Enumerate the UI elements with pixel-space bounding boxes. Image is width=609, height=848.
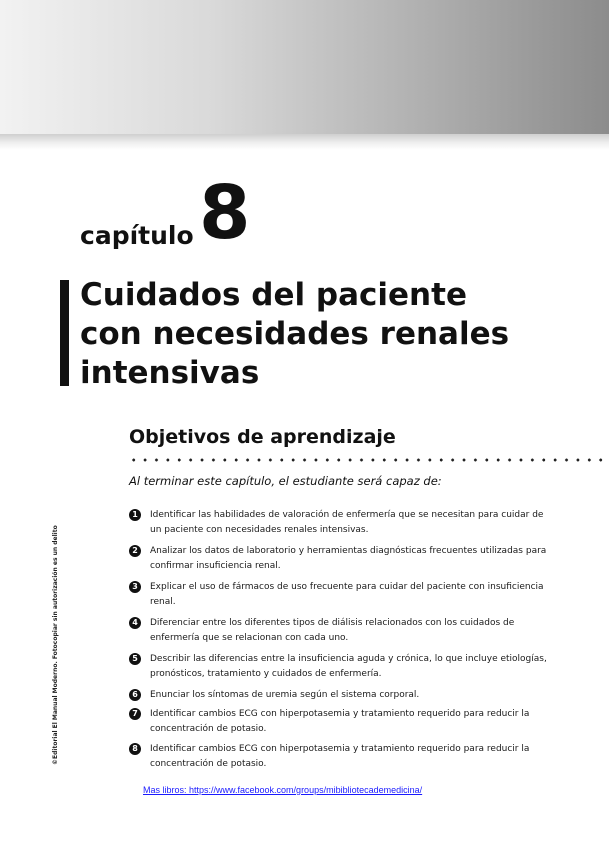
header-gray-band	[0, 0, 609, 134]
objective-text: Identificar cambios ECG con hiperpotasemia y tratamiento requerido para reducir la concentración de potasio.	[150, 709, 530, 734]
chapter-number: 8	[199, 170, 251, 256]
objective-text: Diferenciar entre los diferentes tipos de diálisis relacionados con los cuidados de enfermería que se relacionan con cada uno.	[150, 618, 515, 643]
bullet-number: 1	[129, 509, 141, 521]
bullet-number: 2	[129, 545, 141, 557]
chapter-title	[80, 276, 600, 393]
bullet-number: 6	[129, 689, 141, 701]
chapter-title-line-2: con necesidades renales	[80, 316, 510, 352]
chapter-title-line-3: intensivas	[80, 355, 260, 391]
chapter-label: capítulo	[80, 221, 194, 250]
bullet-number: 4	[129, 617, 141, 629]
list-item	[126, 652, 556, 682]
objective-text: Explicar el uso de fármacos de uso frecuente para cuidar del paciente con insuficiencia renal.	[150, 582, 544, 607]
list-item	[126, 544, 556, 574]
bullet-number: 7	[129, 708, 141, 720]
objective-text: Analizar los datos de laboratorio y herramientas diagnósticas frecuentes utilizadas para confirmar insuficiencia renal.	[150, 546, 547, 571]
chapter-title-line-1: Cuidados del paciente	[80, 277, 467, 313]
objective-text: Enunciar los síntomas de uremia según el sistema corporal.	[150, 690, 420, 700]
objective-text: Identificar cambios ECG con hiperpotasemia y tratamiento requerido para reducir la concentración de potasio.	[150, 744, 530, 769]
bullet-number: 5	[129, 653, 141, 665]
objective-text: Describir las diferencias entre la insuficiencia aguda y crónica, lo que incluye etiologías, pronósticos, tratamiento y cuidados de enfermería.	[150, 654, 547, 679]
objectives-intro: Al terminar este capítulo, el estudiante será capaz de:	[129, 474, 442, 488]
list-item	[126, 616, 556, 646]
objective-text: Identificar las habilidades de valoración de enfermería que se necesitan para cuidar de un paciente con necesidades renales intensivas.	[150, 510, 544, 535]
footer-link[interactable]: Mas libros: https://www.facebook.com/groups/mibibliotecademedicina/	[143, 785, 423, 795]
list-item	[126, 508, 556, 538]
bullet-number: 8	[129, 743, 141, 755]
list-item	[126, 688, 556, 703]
objectives-heading: Objetivos de aprendizaje	[129, 426, 396, 448]
header-shadow	[0, 134, 609, 150]
dotted-divider	[128, 458, 606, 462]
list-item	[126, 707, 556, 737]
copyright-side-note: ©Editorial El Manual Moderno. Fotocopiar sin autorización es un delito	[52, 525, 59, 765]
bullet-number: 3	[129, 581, 141, 593]
objectives-list	[126, 508, 556, 772]
list-item	[126, 580, 556, 610]
list-item	[126, 742, 556, 772]
title-accent-bar	[60, 280, 69, 386]
